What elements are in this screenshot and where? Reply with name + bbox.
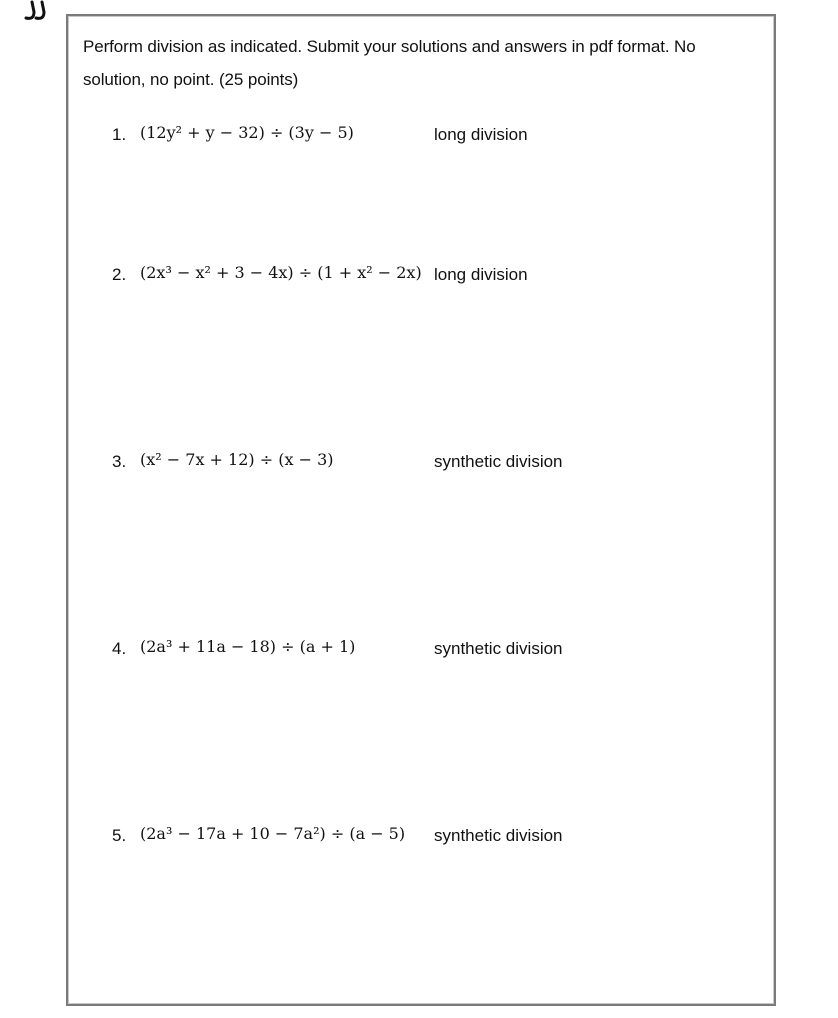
problem-method: long division bbox=[434, 125, 528, 144]
problem-4 bbox=[68, 635, 774, 665]
problem-number: 3. bbox=[112, 452, 127, 471]
problem-expression: (2a³ + 11a − 18) ÷ (a + 1) bbox=[140, 637, 356, 656]
problem-method: long division bbox=[434, 265, 528, 284]
instructions-text: Perform division as indicated. Submit your solutions and answers in pdf format. No solution, no point. (25 points) bbox=[83, 37, 696, 89]
problem-2 bbox=[68, 261, 774, 291]
problem-5 bbox=[68, 822, 774, 852]
problem-expression: (x² − 7x + 12) ÷ (x − 3) bbox=[140, 450, 334, 469]
problem-method: synthetic division bbox=[434, 452, 563, 471]
corner-scribble-icon bbox=[22, 0, 52, 24]
problem-method: synthetic division bbox=[434, 826, 563, 845]
problem-expression: (12y² + y − 32) ÷ (3y − 5) bbox=[140, 123, 354, 142]
problem-number: 4. bbox=[112, 639, 127, 658]
problem-number: 2. bbox=[112, 265, 127, 284]
problem-3 bbox=[68, 448, 774, 478]
problem-method: synthetic division bbox=[434, 639, 563, 658]
problem-expression: (2x³ − x² + 3 − 4x) ÷ (1 + x² − 2x) bbox=[140, 263, 422, 282]
worksheet-page bbox=[66, 14, 776, 1006]
problem-1 bbox=[68, 121, 774, 151]
problem-number: 5. bbox=[112, 826, 127, 845]
problem-number: 1. bbox=[112, 125, 127, 144]
problem-expression: (2a³ − 17a + 10 − 7a²) ÷ (a − 5) bbox=[140, 824, 406, 843]
